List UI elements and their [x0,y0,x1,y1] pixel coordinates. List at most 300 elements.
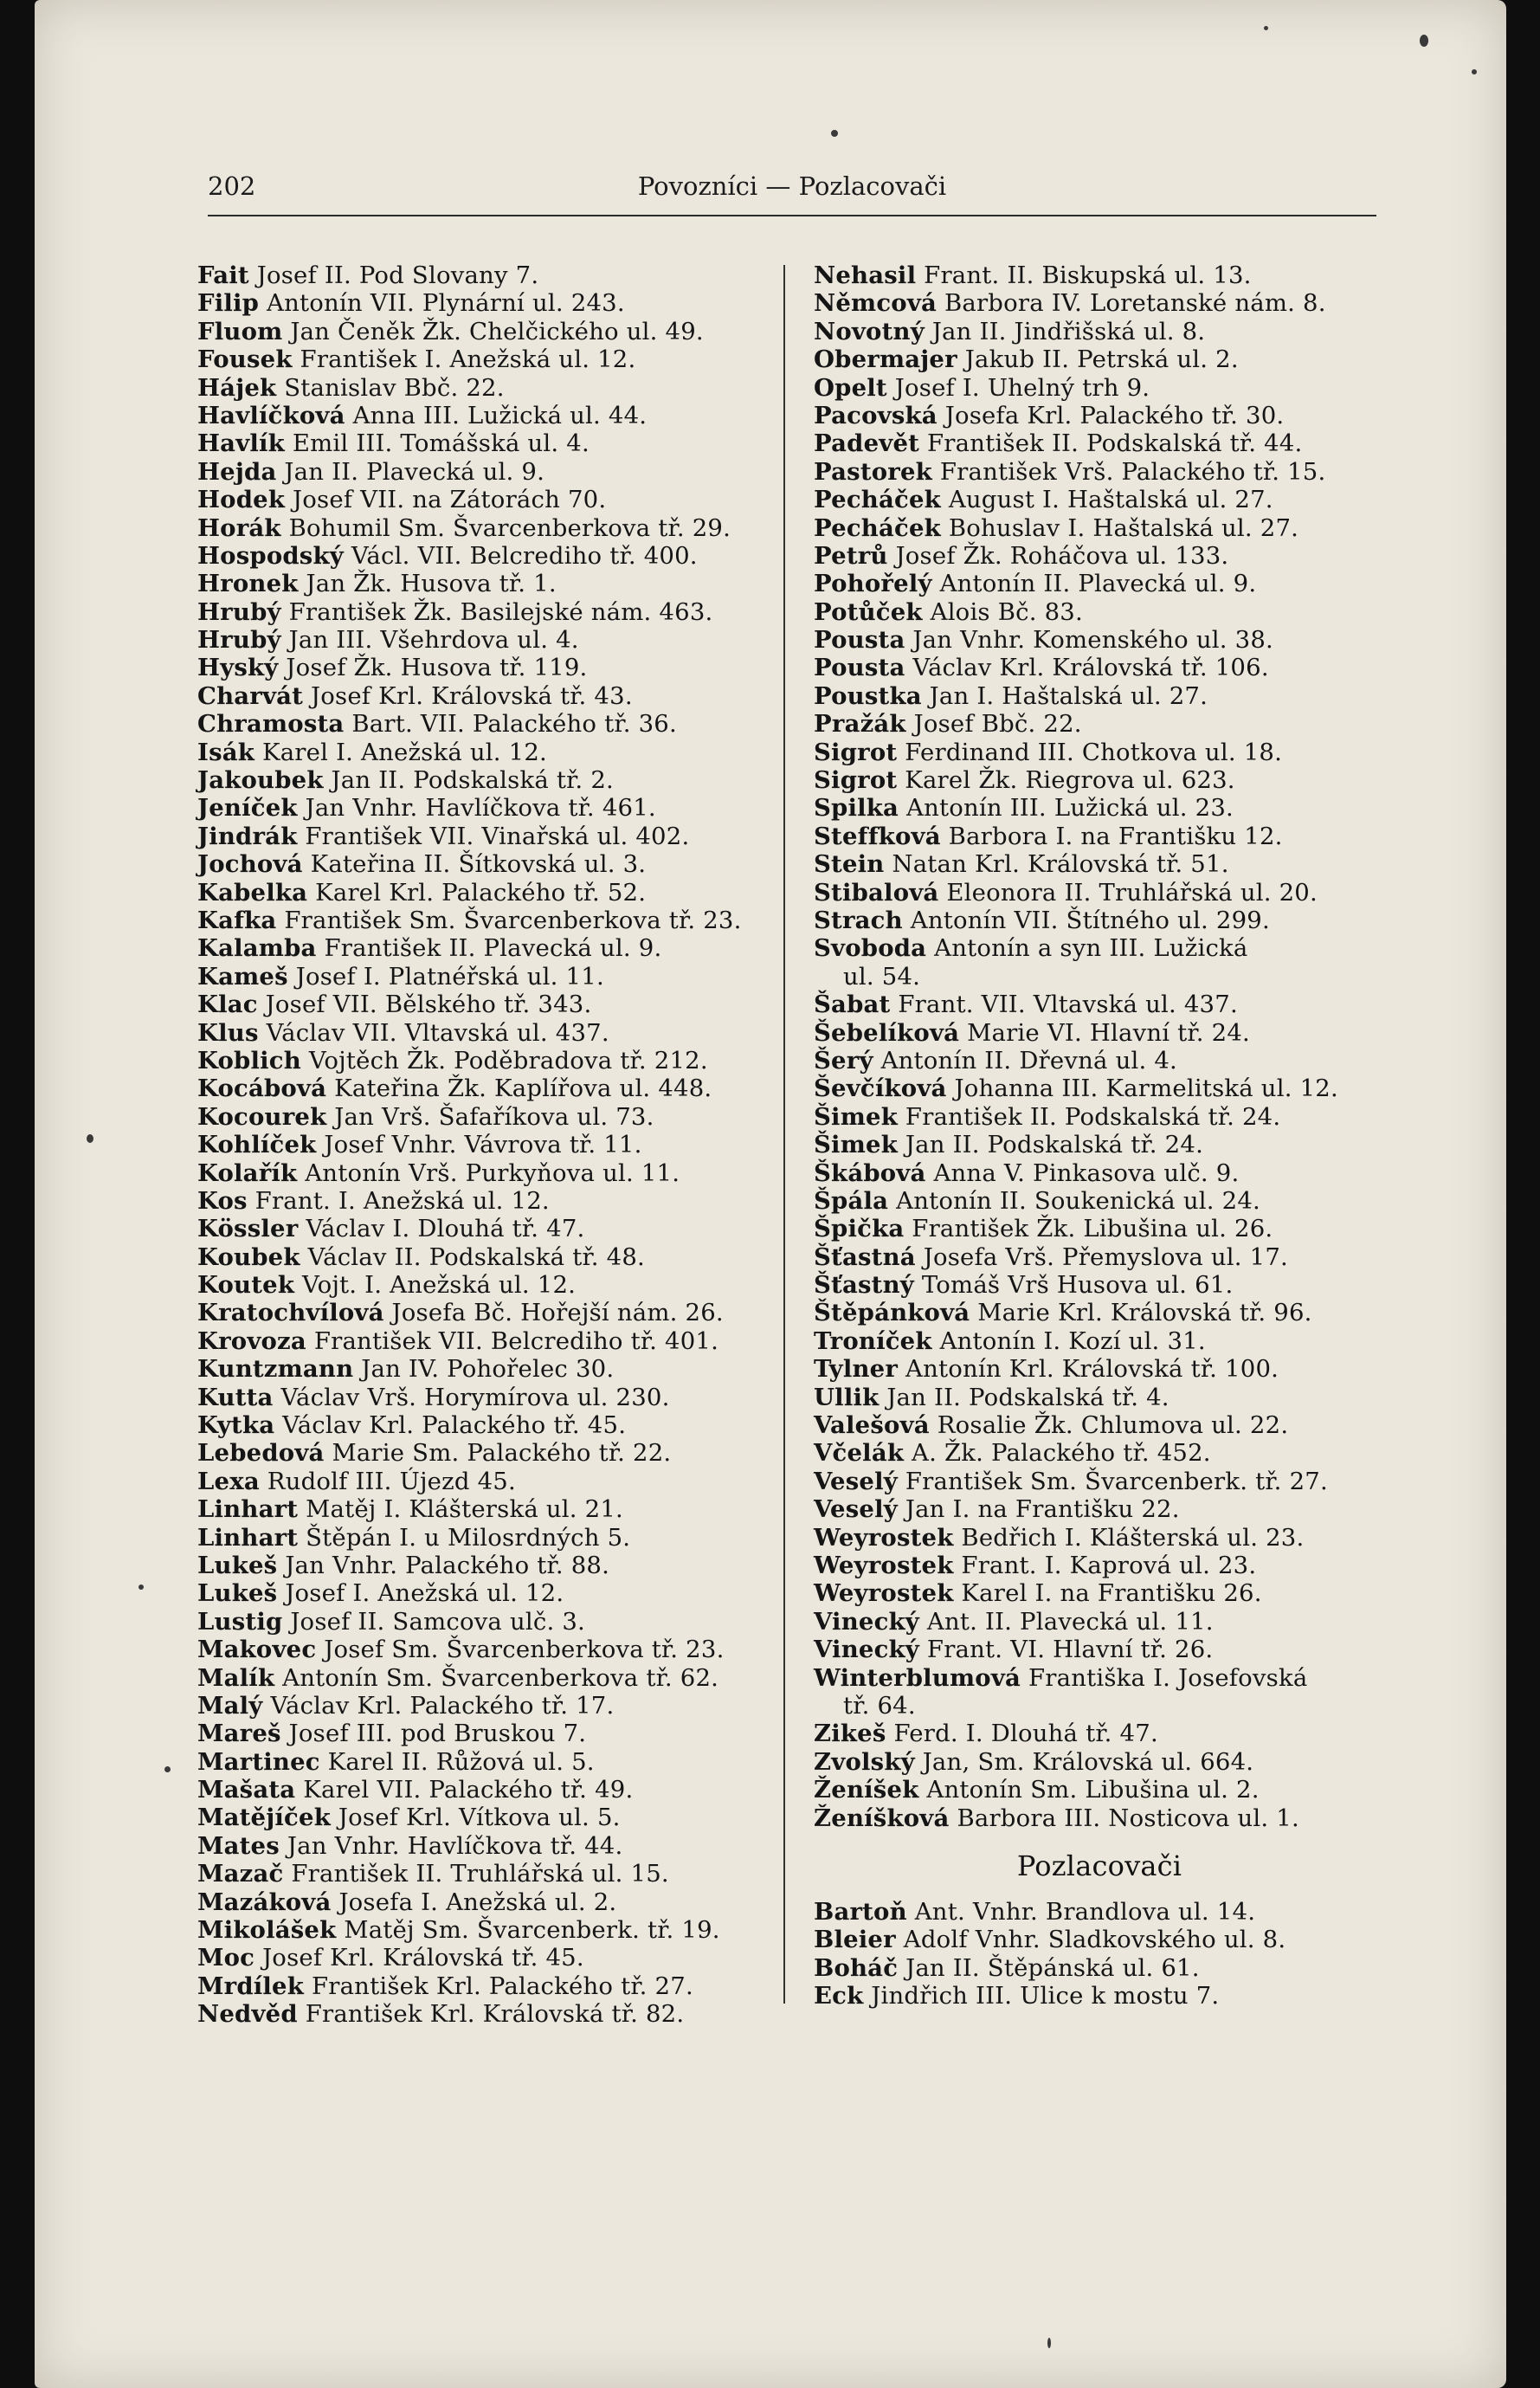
entry-details: Ant. Vnhr. Brandlova ul. 14. [906,1897,1256,1926]
entry-details: Antonín Sm. Libušina ul. 2. [918,1776,1260,1804]
directory-entry [814,794,1385,822]
entry-details: František VII. Vinařská ul. 402. [297,822,690,850]
directory-entry [197,1888,769,1916]
entry-surname: Filip [197,289,260,318]
entry-details: Marie VI. Hlavní tř. 24. [959,1018,1250,1047]
directory-entry [197,1832,769,1860]
entry-details: Jan II. Plavecká ul. 9. [276,457,545,486]
entry-surname: Špička [814,1215,905,1243]
entry-surname: Isák [197,738,255,766]
directory-entry [197,402,769,429]
entry-surname: Linhart [197,1495,299,1524]
entry-surname: Zvolský [814,1747,915,1776]
entry-details: Josefa Bč. Hořejší nám. 26. [383,1299,724,1327]
entry-details: František II. Truhlářská ul. 15. [283,1860,669,1888]
directory-entry [814,1524,1385,1552]
directory-entry [197,1860,769,1888]
entry-surname: Jakoubek [197,766,324,795]
entry-surname: Opelt [814,373,887,402]
entry-surname: Pecháček [814,513,941,542]
directory-entry [197,1327,769,1355]
directory-entry [814,850,1385,878]
directory-entry [197,1579,769,1607]
entry-surname: Potůček [814,597,923,626]
entry-details: August I. Haštalská ul. 27. [940,486,1273,514]
directory-entry [814,1579,1385,1607]
entry-details: Antonín II. Dřevná ul. 4. [873,1046,1177,1075]
entry-surname: Němcová [814,289,938,318]
entry-details: Josef Bbč. 22. [905,710,1082,739]
entry-details: A. Žk. Palackého tř. 452. [904,1439,1211,1468]
directory-entry [814,458,1385,486]
directory-entry [814,318,1385,345]
entry-details: Antonín II. Plavecká ul. 9. [931,570,1257,598]
entry-details: Josef II. Samcova ulč. 3. [282,1607,585,1636]
directory-entry [197,1103,769,1131]
entry-surname: Petrů [814,541,888,570]
entry-surname: Padevět [814,429,920,458]
entry-surname: Klus [197,1018,259,1047]
entry-surname: Šerý [814,1046,873,1075]
entry-details: Antonín Vrš. Purkyňova ul. 11. [297,1159,680,1187]
entry-surname: Valešová [814,1411,930,1440]
directory-entry [814,1954,1385,1982]
entry-details: Bart. VII. Palackého tř. 36. [344,710,677,739]
directory-entry [814,1159,1385,1187]
entry-details: Frant. VI. Hlavní tř. 26. [918,1636,1214,1664]
entry-details: Bedřich I. Klášterská ul. 23. [953,1523,1305,1552]
entry-surname: Pousta [814,626,905,655]
directory-entry [814,1552,1385,1579]
directory-entry [814,1047,1385,1075]
entry-details: Jan II. Podskalská tř. 2. [323,766,614,795]
entry-details: Alois Bč. 83. [922,597,1083,626]
entry-surname: Bleier [814,1926,896,1954]
entry-surname: Weyrostek [814,1523,954,1552]
directory-entry [814,823,1385,850]
entry-details: Jan Vnhr. Palackého tř. 88. [277,1551,610,1579]
entry-details: Josef Krl. Královská tř. 45. [255,1944,584,1972]
page-number: 202 [208,171,256,201]
entry-surname: Krovoza [197,1326,306,1355]
entry-details: Matěj Sm. Švarcenberk. tř. 19. [336,1916,720,1945]
directory-entry [197,1524,769,1552]
entry-surname: Kratochvílová [197,1299,384,1327]
directory-entry [814,1411,1385,1439]
entry-details: František Krl. Palackého tř. 27. [304,1972,693,2000]
entry-surname: Martinec [197,1747,320,1776]
directory-entry [197,1243,769,1271]
entry-surname: Bartoň [814,1897,907,1926]
entry-surname: Kalamba [197,934,317,963]
entry-details: Ferdinand III. Chotkova ul. 18. [897,738,1283,766]
entry-details: František Sm. Švarcenberkova tř. 23. [276,906,742,934]
entry-surname: Kutta [197,1383,274,1411]
entry-surname: Veselý [814,1467,898,1495]
entry-details: Antonín a syn III. Lužická [926,934,1248,963]
entry-details: Jan IV. Pohořelec 30. [353,1355,615,1384]
entry-surname: Kafka [197,906,277,934]
directory-entry [197,458,769,486]
paper-speck [1047,2338,1051,2348]
directory-entry [814,1495,1385,1523]
entry-surname: Nehasil [814,261,917,289]
column-divider [783,265,785,2004]
entry-surname: Charvát [197,681,304,710]
entry-details: Karel Krl. Palackého tř. 52. [307,878,647,907]
entry-surname: Mrdílek [197,1972,305,2000]
entry-surname: Hrubý [197,597,281,626]
directory-entry [814,1355,1385,1383]
directory-entry [814,1720,1385,1747]
directory-entry [197,1916,769,1944]
entry-details: František Žk. Basilejské nám. 463. [280,597,713,626]
directory-entry [197,1495,769,1523]
entry-surname: Strach [814,906,903,934]
entry-surname: Sigrot [814,766,898,795]
entry-surname: Mikolášek [197,1916,337,1945]
entry-details: Matěj I. Klášterská ul. 21. [298,1495,623,1524]
entry-details: Antonín Sm. Švarcenberkova tř. 62. [274,1663,719,1692]
entry-details: Anna V. Pinkasova ulč. 9. [925,1159,1240,1187]
entry-surname: Steffková [814,822,941,850]
entry-surname: Matějíček [197,1804,331,1832]
entry-details: Josef I. Platnéřská ul. 11. [287,962,604,991]
entry-details: Jan, Sm. Královská ul. 664. [914,1747,1254,1776]
entry-surname: Jochová [197,850,303,879]
directory-entry [197,1804,769,1831]
entry-surname: Linhart [197,1523,299,1552]
entry-surname: Kohlíček [197,1131,317,1159]
directory-entry [814,514,1385,542]
entry-details: Barbora III. Nosticova ul. 1. [949,1804,1299,1832]
entry-surname: Pastorek [814,457,932,486]
entry-details: František II. Plavecká ul. 9. [316,934,662,963]
paper-speck [1420,35,1428,47]
directory-entry [197,261,769,289]
entry-details: Jan Žk. Husova tř. 1. [298,570,557,598]
entry-surname: Koutek [197,1271,295,1300]
directory-entry [814,429,1385,457]
entry-details: Jan Čeněk Žk. Chelčického ul. 49. [282,317,704,345]
directory-entry [814,1439,1385,1467]
entry-surname: Havlíčková [197,401,345,429]
entry-surname: Kameš [197,962,288,991]
entry-surname: Mareš [197,1720,281,1748]
directory-entry [197,1748,769,1776]
entry-details: Frant. I. Kaprová ul. 23. [953,1552,1257,1579]
entry-details: Marie Krl. Královská tř. 96. [970,1299,1312,1327]
directory-entry [197,1411,769,1439]
entry-surname: Lexa [197,1467,260,1495]
entry-details: Josef III. pod Bruskou 7. [280,1720,587,1748]
entry-details: Antonín VII. Štítného ul. 299. [902,906,1270,934]
directory-entry [197,1047,769,1075]
entry-surname: Kabelka [197,878,308,907]
header-rule [208,215,1376,216]
entry-surname: Hospodský [197,541,344,570]
directory-entry [197,1439,769,1467]
entry-surname: Fluom [197,317,283,345]
entry-details: Frant. II. Biskupská ul. 13. [916,261,1252,289]
directory-entry [197,1664,769,1692]
entry-surname: Pražák [814,710,906,739]
directory-entry [814,1776,1385,1804]
entry-details: Antonín I. Kozí ul. 31. [931,1326,1206,1355]
directory-entry [197,345,769,373]
directory-entry [814,345,1385,373]
directory-entry [197,429,769,457]
entry-surname: Ševčíková [814,1075,947,1103]
directory-entry [814,907,1385,934]
paper-speck [164,1766,171,1772]
directory-entry [197,486,769,513]
entry-surname: Koubek [197,1242,300,1271]
directory-entry [197,934,769,962]
entry-surname: Fait [197,261,249,289]
entry-details: František Sm. Švarcenberk. tř. 27. [897,1467,1328,1495]
entry-details: Jan II. Podskalská tř. 24. [897,1131,1204,1159]
directory-entry [197,1468,769,1495]
entry-surname: Mazač [197,1860,284,1888]
entry-surname: Tylner [814,1355,899,1384]
directory-entry [814,1215,1385,1242]
entry-surname: Šťastná [814,1242,916,1271]
directory-entry [814,1898,1385,1926]
entry-details: Antonín III. Lužická ul. 23. [899,794,1234,823]
entry-surname: Kolařík [197,1159,298,1187]
entry-details: Kateřina II. Šítkovská ul. 3. [302,850,647,879]
directory-entry [814,402,1385,429]
entry-surname: Jindrák [197,822,298,850]
entry-surname: Kössler [197,1215,299,1243]
entry-surname: Eck [814,1982,864,2010]
entry-surname: Klac [197,991,258,1019]
entry-details: Vojtěch Žk. Poděbradova tř. 212. [300,1046,708,1075]
directory-entry [197,1271,769,1299]
directory-entry [814,1131,1385,1159]
paper-speck [139,1584,144,1590]
entry-surname: Novotný [814,317,925,345]
directory-entry [814,1748,1385,1776]
directory-entry [197,1159,769,1187]
entry-details: František Krl. Královská tř. 82. [297,2000,685,2029]
directory-entry [814,1271,1385,1299]
directory-entry [197,1720,769,1747]
directory-entry [197,739,769,766]
entry-details: Tomáš Vrš Husova ul. 61. [913,1271,1234,1300]
directory-entry [814,598,1385,626]
directory-entry [197,1299,769,1326]
entry-details: Jan Vnhr. Havlíčkova tř. 461. [297,794,656,823]
entry-surname: Kytka [197,1411,275,1440]
entry-surname: Chramosta [197,710,345,739]
entry-details: Jan II. Podskalská tř. 4. [879,1383,1169,1411]
entry-details: Josef Vnhr. Vávrova tř. 11. [316,1131,642,1159]
entry-details: Josef VII. Bělského tř. 343. [257,991,592,1019]
entry-details: Johanna III. Karmelitská ul. 12. [946,1075,1338,1103]
entry-details: Rosalie Žk. Chlumova ul. 22. [929,1411,1289,1440]
entry-surname: Stein [814,850,885,879]
entry-details: Emil III. Tomášská ul. 4. [284,429,590,458]
directory-entry [814,626,1385,654]
directory-entry [197,1972,769,2000]
directory-entry [197,879,769,907]
directory-entry [197,850,769,878]
directory-entry [197,374,769,402]
entry-surname: Weyrostek [814,1552,954,1579]
entry-surname: Hodek [197,486,286,514]
entry-details: Josef I. Anežská ul. 12. [277,1579,564,1608]
entry-surname: Malý [197,1691,263,1720]
entry-surname: Šimek [814,1102,898,1131]
entry-surname: Obermajer [814,345,957,374]
entry-surname: Hejda [197,457,277,486]
directory-entry [814,934,1385,991]
entry-details: Josef Žk. Roháčova ul. 133. [887,541,1229,570]
entry-details: Václav Krl. Palackého tř. 17. [262,1691,615,1720]
paper-speck [831,130,838,137]
directory-entry [814,1103,1385,1131]
directory-entry [197,991,769,1018]
entry-surname: Havlík [197,429,285,458]
directory-entry [814,1299,1385,1326]
directory-entry [814,1468,1385,1495]
directory-entry [814,1664,1385,1720]
entry-surname: Mazáková [197,1888,332,1916]
entry-details: Barbora I. na Františku 12. [940,822,1283,850]
directory-entry [197,823,769,850]
directory-entry [197,514,769,542]
paper-speck [1264,26,1268,30]
running-title: Povozníci — Pozlacovači [637,171,947,201]
entry-details: Jan III. Všehrdova ul. 4. [280,626,579,655]
directory-entry [814,1243,1385,1271]
entry-surname: Hrubý [197,626,281,655]
directory-entry [814,991,1385,1018]
entry-surname: Lukeš [197,1579,278,1608]
left-column [197,261,769,2029]
directory-entry [814,570,1385,597]
entry-details: Josef VII. na Zátorách 70. [285,486,607,514]
entry-surname: Škábová [814,1159,926,1187]
entry-surname: Hyský [197,654,279,682]
directory-entry [814,486,1385,513]
entry-surname: Šebelíková [814,1018,960,1047]
directory-entry [814,879,1385,907]
directory-entry [814,1187,1385,1215]
entry-details: Václav II. Podskalská tř. 48. [300,1242,645,1271]
entry-surname: Špála [814,1186,889,1215]
entry-details: Josefa I. Anežská ul. 2. [331,1888,617,1916]
directory-entry [197,1944,769,1972]
entry-surname: Ženíšková [814,1804,950,1832]
directory-entry [814,1019,1385,1047]
entry-details: Jan Vnhr. Komenského ul. 38. [905,626,1273,655]
directory-entry [814,1327,1385,1355]
entry-surname: Kocábová [197,1075,327,1103]
entry-surname: Poustka [814,681,922,710]
entry-details: Jindřich III. Ulice k mostu 7. [863,1982,1220,2010]
entry-surname: Horák [197,513,281,542]
directory-entry [814,1384,1385,1411]
entry-surname: Vinecký [814,1607,919,1636]
entry-surname: Včelák [814,1439,905,1468]
entry-details: Ferd. I. Dlouhá tř. 47. [886,1720,1158,1748]
entry-details: Natan Krl. Královská tř. 51. [884,850,1229,879]
directory-entry [197,1075,769,1102]
entry-details: Kateřina Žk. Kaplířova ul. 448. [326,1075,712,1103]
entry-surname: Zikeš [814,1720,886,1748]
entry-details: František Žk. Libušina ul. 26. [904,1215,1273,1243]
entry-surname: Šimek [814,1131,898,1159]
directory-entry [197,710,769,738]
entry-details: Antonín VII. Plynární ul. 243. [259,289,625,318]
entry-details: Václav Vrš. Horymírova ul. 230. [273,1383,670,1411]
entry-surname: Fousek [197,345,293,374]
directory-entry [197,570,769,597]
directory-entry [814,261,1385,289]
entry-details: Jan Vnhr. Havlíčkova tř. 44. [279,1831,623,1860]
directory-entry [814,1075,1385,1102]
entry-surname: Boháč [814,1953,899,1982]
entry-surname: Troníček [814,1326,932,1355]
entry-surname: Malík [197,1663,275,1692]
entry-surname: Ullik [814,1383,880,1411]
entry-details: Václ. VII. Belcrediho tř. 400. [343,541,698,570]
directory-entry [197,289,769,317]
entry-details: Josefa Vrš. Přemyslova ul. 17. [915,1242,1289,1271]
directory-entry [197,318,769,345]
entry-details: Františka I. Josefovská [1021,1663,1308,1692]
directory-entry [814,682,1385,710]
entry-details: Anna III. Lužická ul. 44. [345,401,648,429]
entry-details: Václav I. Dlouhá tř. 47. [298,1215,585,1243]
directory-entry [197,1187,769,1215]
directory-entry [814,1804,1385,1832]
directory-entry [814,1982,1385,2010]
directory-entry [197,2000,769,2028]
entry-details: Václav VII. Vltavská ul. 437. [258,1018,609,1047]
entry-details: František Vrš. Palackého tř. 15. [931,457,1326,486]
entry-surname: Pacovská [814,401,938,429]
directory-entry [814,374,1385,402]
entry-details: František VII. Belcrediho tř. 401. [306,1326,719,1355]
entry-details: Bohuslav I. Haštalská ul. 27. [940,513,1299,542]
directory-entry [814,739,1385,766]
directory-entry [197,1608,769,1636]
entry-details: Karel I. Anežská ul. 12. [255,738,547,766]
entry-continuation: ul. 54. [843,962,921,991]
directory-entry [197,766,769,794]
entry-details: Karel I. na Františku 26. [953,1579,1262,1608]
entry-surname: Štěpánková [814,1299,970,1327]
entry-details: Jakub II. Petrská ul. 2. [957,345,1239,374]
entry-surname: Pohořelý [814,570,932,598]
entry-details: Jan II. Jindřišská ul. 8. [924,317,1206,345]
entry-surname: Lustig [197,1607,283,1636]
entry-details: Frant. I. Anežská ul. 12. [247,1186,550,1215]
entry-surname: Jeníček [197,794,298,823]
entry-details: Marie Sm. Palackého tř. 22. [324,1439,672,1468]
entry-details: Josef I. Uhelný trh 9. [886,373,1150,402]
entry-details: Karel VII. Palackého tř. 49. [295,1776,634,1804]
entry-details: Antonín Krl. Královská tř. 100. [898,1355,1279,1384]
entry-surname: Hájek [197,373,277,402]
entry-details: Josef Krl. Vítkova ul. 5. [330,1804,621,1832]
entry-surname: Pousta [814,654,905,682]
right-column [814,261,1385,2010]
